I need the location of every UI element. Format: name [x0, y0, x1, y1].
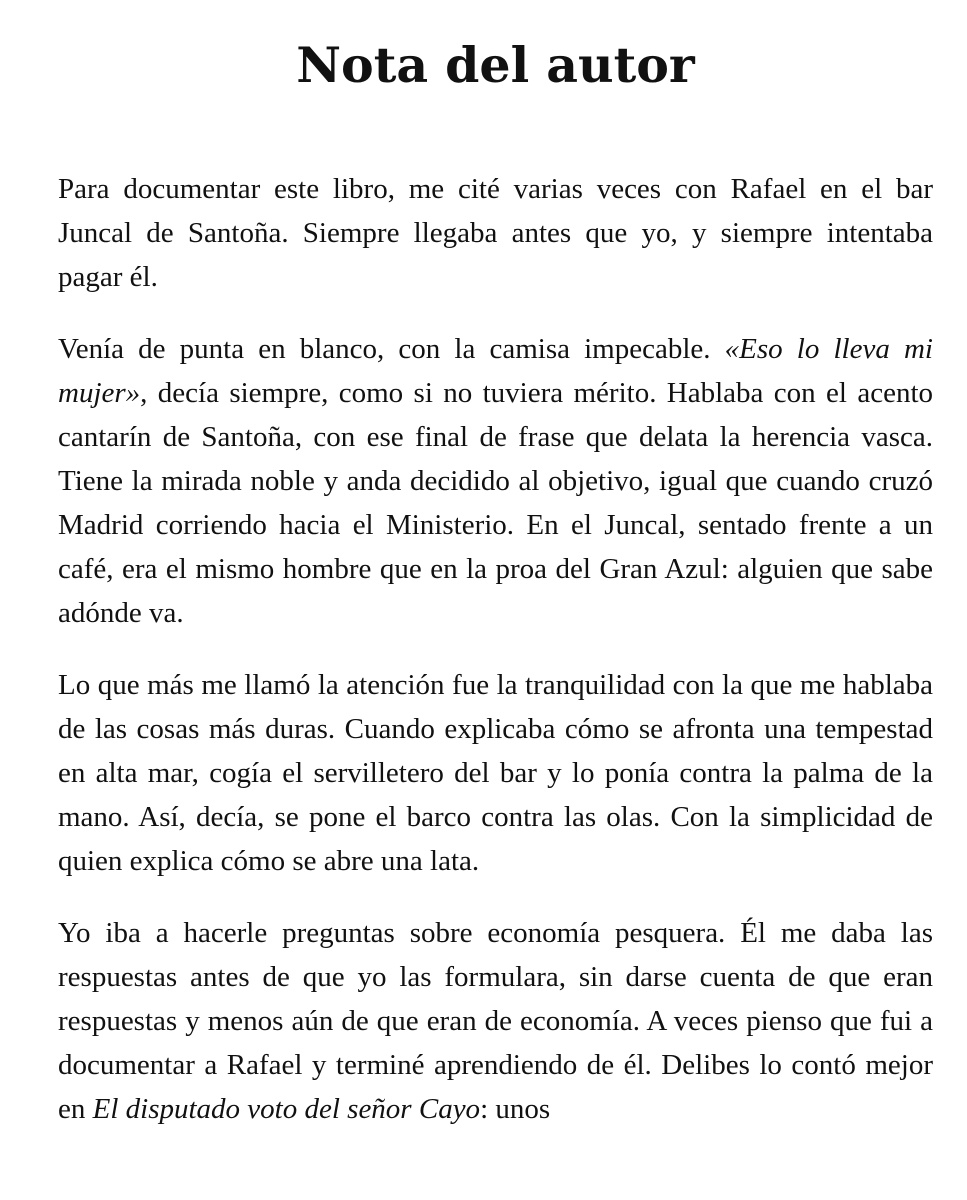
page-title: Nota del autor — [296, 36, 695, 94]
document-page — [58, 0, 933, 1200]
body-text — [58, 167, 933, 1159]
paragraph-1 — [58, 167, 933, 299]
paragraph-2 — [58, 327, 933, 635]
paragraph-4-book-title: El disputado voto del señor Cayo — [92, 1093, 481, 1125]
paragraph-2-text-a: Venía de punta en blanco, con la camisa impecable. — [58, 333, 725, 365]
paragraph-4-text-a: Yo iba a hacerle preguntas sobre economía pesquera. Él me daba las respuestas antes de que yo las formulara, sin darse cuenta de que eran respuestas y menos aún de que eran de economía. A veces pienso que fui a documentar a Rafael y terminé aprendiendo de él. Delibes lo contó mejor en — [58, 917, 933, 1125]
paragraph-2-text-b: , decía siempre, como si no tuviera mérito. Hablaba con el acento cantarín de Santoña, con ese final de frase que delata la herencia vasca. Tiene la mirada noble y anda decidido al objetivo, igual que cuando cruzó Madrid corriendo hacia el Ministerio. En el Juncal, sentado frente a un café, era el mismo hombre que en la proa del Gran Azul: alguien que sabe adónde va. — [58, 377, 933, 629]
paragraph-3-text: Lo que más me llamó la atención fue la tranquilidad con la que me hablaba de las cosas más duras. Cuando explicaba cómo se afronta una tempestad en alta mar, cogía el servilletero del bar y lo ponía contra la palma de la mano. Así, decía, se pone el barco contra las olas. Con la simplicidad de quien explica cómo se abre una lata. — [58, 669, 933, 877]
paragraph-3 — [58, 663, 933, 883]
paragraph-1-text: Para documentar este libro, me cité varias veces con Rafael en el bar Juncal de Santoña. Siempre llegaba antes que yo, y siempre intentaba pagar él. — [58, 173, 933, 293]
paragraph-4 — [58, 911, 933, 1131]
paragraph-4-text-b: : unos — [480, 1093, 551, 1125]
paragraph-2-quote: «Eso lo lleva mi mujer» — [58, 333, 933, 409]
